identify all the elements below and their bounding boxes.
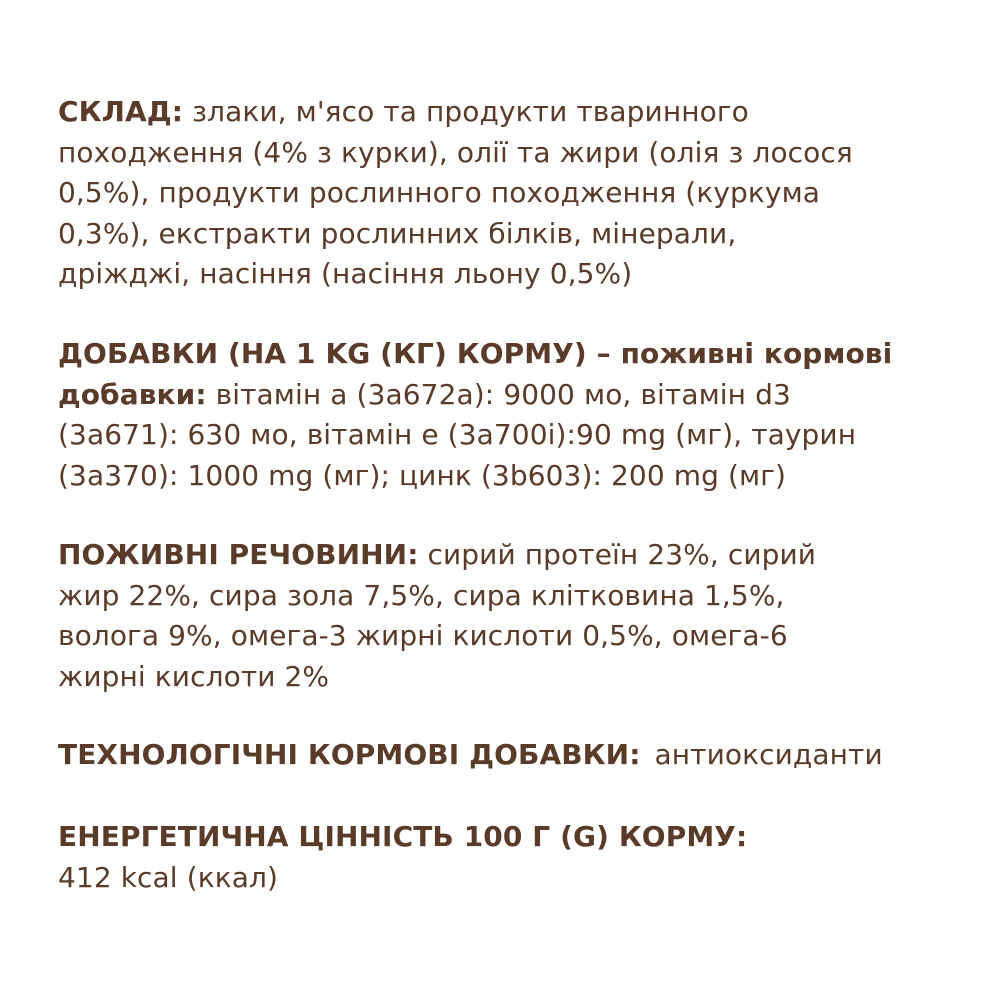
composition-line-5: дріжджі, насіння (насіння льону 0,5%)	[58, 257, 633, 290]
composition-heading: СКЛАД:	[58, 95, 184, 128]
technological-line	[58, 735, 883, 776]
energy-value: 412 kcal (ккал)	[58, 860, 279, 894]
composition-text: злаки, м'ясо та продукти тваринного	[183, 95, 749, 128]
composition-line-4: 0,3%), екстракти рослинних білків, мінерали,	[58, 216, 737, 250]
additives-subheading: добавки:	[58, 377, 207, 411]
technological-value: антиоксиданти	[654, 738, 883, 771]
nutrients-line-3: волога 9%, омега-3 жирні кислоти 0,5%, омега-6	[58, 619, 788, 652]
composition-section	[58, 92, 853, 295]
additives-text: вітамін a (3a672a): 9000 мо, вітамін d3	[206, 377, 791, 411]
composition-line-3: 0,5%), продукти рослинного походження (куркума	[58, 176, 821, 209]
energy-section	[58, 817, 747, 898]
additives-line-2	[58, 375, 892, 416]
composition-line-2: походження (4% з курки), олії та жири (олія з лосося	[58, 135, 853, 169]
technological-additives-section	[58, 735, 883, 776]
nutrients-line-1	[58, 535, 816, 576]
technological-heading: ТЕХНОЛОГІЧНІ КОРМОВІ ДОБАВКИ:	[58, 738, 641, 771]
additives-line-4: (3a370): 1000 mg (мг); цинк (3b603): 200 mg (мг)	[58, 458, 787, 492]
additives-section	[58, 334, 892, 496]
additives-line-3: (3a671): 630 мо, вітамін е (3a700i):90 mg (мг), таурин	[58, 418, 857, 451]
nutrients-text: сирий протеїн 23%, сирий	[418, 538, 817, 571]
composition-line-1	[58, 92, 853, 133]
additives-heading: ДОБАВКИ (НА 1 KG (КГ) КОРМУ) – поживні кормові	[58, 337, 893, 370]
nutrients-line-2: жир 22%, сира зола 7,5%, сира клітковина 1,5%,	[58, 578, 785, 612]
energy-heading: ЕНЕРГЕТИЧНА ЦІННІСТЬ 100 Г (G) КОРМУ:	[58, 820, 748, 853]
nutrients-section	[58, 535, 816, 697]
nutrients-line-4: жирні кислоти 2%	[58, 659, 330, 693]
nutrients-heading: ПОЖИВНІ РЕЧОВИНИ:	[58, 538, 419, 571]
